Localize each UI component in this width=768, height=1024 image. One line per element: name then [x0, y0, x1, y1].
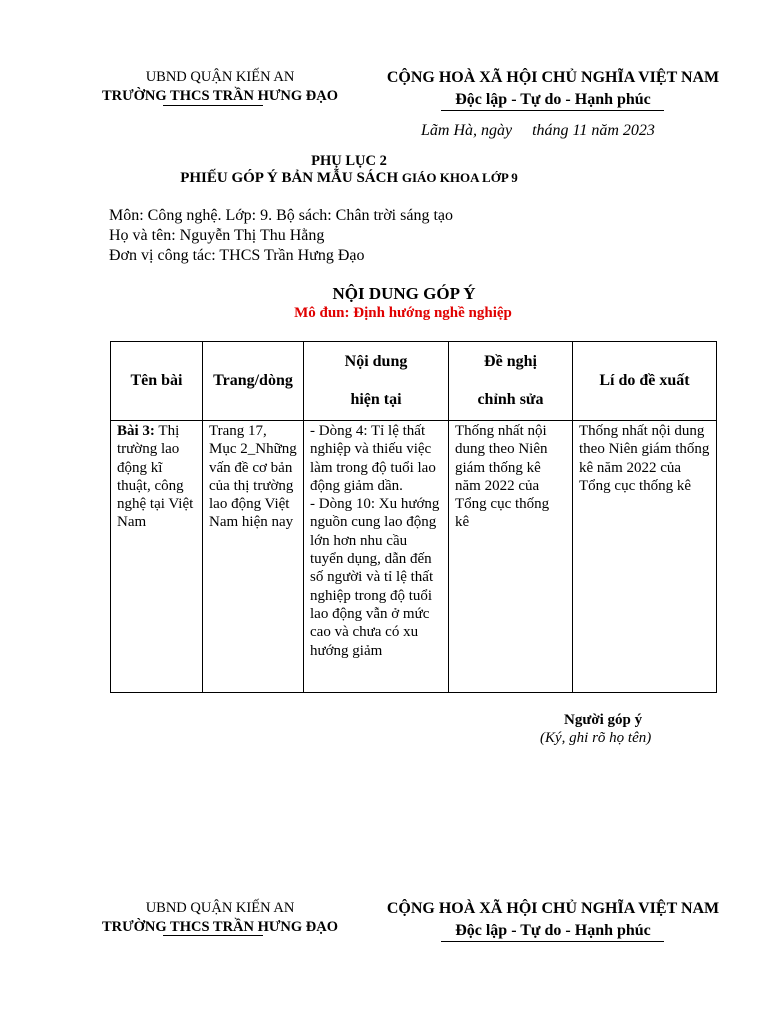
appendix-title: PHỤ LỤC 2: [311, 153, 387, 169]
header-suggest-line1: Đề nghị: [484, 353, 537, 370]
header-current-content: [304, 342, 449, 421]
module-title: Mô đun: Định hướng nghề nghiệp: [294, 305, 512, 321]
current-content-a: - Dòng 4: Tỉ lệ thất nghiệp và thiếu việc làm trong độ tuổi lao động giảm dần.: [310, 423, 436, 494]
cell-page-line: Trang 17, Mục 2_Những vấn đề cơ bản của thị trường lao động Việt Nam hiện nay: [203, 421, 304, 693]
feedback-table: [110, 341, 717, 693]
nation-motto: Độc lập - Tự do - Hạnh phúc: [455, 91, 651, 108]
org-header: [80, 68, 360, 106]
table-row: [111, 421, 717, 693]
date-line: Lãm Hà, ngày tháng 11 năm 2023: [421, 122, 655, 139]
cell-reason: Thống nhất nội dung theo Niên giám thống kê năm 2022 của Tổng cục thống kê: [573, 421, 717, 693]
info-block: [109, 206, 453, 266]
header-suggest-line2: chỉnh sửa: [477, 391, 544, 408]
workplace-line: Đơn vị công tác: THCS Trần Hưng Đạo: [109, 247, 365, 264]
nation-header: [360, 67, 746, 111]
form-title: [0, 170, 698, 187]
org-name-district: UBND QUẬN KIẾN AN: [145, 69, 295, 85]
nation-title: CỘNG HOÀ XÃ HỘI CHỦ NGHĨA VIỆT NAM: [386, 69, 720, 86]
footer-nation-header: [360, 898, 746, 942]
footer-org-header: [80, 899, 360, 937]
header-page-line: Trang/dòng: [203, 342, 304, 421]
cell-current-content: [304, 421, 449, 693]
lesson-name: Thị trường lao động kĩ thuật, công nghệ tại Việt Nam: [117, 423, 194, 531]
footer-nation-title: CỘNG HOÀ XÃ HỘI CHỦ NGHĨA VIỆT NAM: [386, 900, 720, 917]
header-current-line2: hiện tại: [350, 391, 402, 408]
footer-nation-motto: Độc lập - Tự do - Hạnh phúc: [455, 922, 651, 939]
motto-underline: [441, 110, 664, 111]
section-title: NỘI DUNG GÓP Ý: [332, 284, 476, 303]
footer-org-district: UBND QUẬN KIẾN AN: [145, 900, 295, 916]
footer-org-school: TRƯỜNG THCS TRẦN HƯNG ĐẠO: [101, 919, 339, 935]
header-lesson: Tên bài: [111, 342, 203, 421]
footer-motto-underline: [441, 941, 664, 942]
lesson-number: Bài 3:: [117, 423, 155, 439]
subject-line: Môn: Công nghệ. Lớp: 9. Bộ sách: Chân trời sáng tạo: [109, 207, 453, 224]
form-title-small: GIÁO KHOA LỚP 9: [401, 170, 518, 185]
header-current-line1: Nội dung: [344, 353, 408, 370]
footer-org-underline: [163, 935, 263, 936]
cell-suggestion: Thống nhất nội dung theo Niên giám thống kê năm 2022 của Tổng cục thống kê: [449, 421, 573, 693]
name-line: Họ và tên: Nguyễn Thị Thu Hằng: [109, 227, 325, 244]
org-name-school: TRƯỜNG THCS TRẦN HƯNG ĐẠO: [101, 88, 339, 104]
signer-note: (Ký, ghi rõ họ tên): [540, 730, 652, 746]
header-reason: Lí do đề xuất: [573, 342, 717, 421]
table-header-row: [111, 342, 717, 421]
current-content-b: - Dòng 10: Xu hướng nguồn cung lao động lớn hơn nhu cầu tuyển dụng, dẫn đến số người và tỉ lệ thất nghiệp trong độ tuổi lao động vẫn ở mức cao và chưa có xu hướng giảm: [310, 496, 440, 659]
org-underline: [163, 105, 263, 106]
signer-title: Người góp ý: [564, 712, 643, 728]
form-title-main: PHIẾU GÓP Ý BẢN MẪU SÁCH: [180, 170, 402, 186]
cell-lesson: [111, 421, 203, 693]
header-suggestion: [449, 342, 573, 421]
